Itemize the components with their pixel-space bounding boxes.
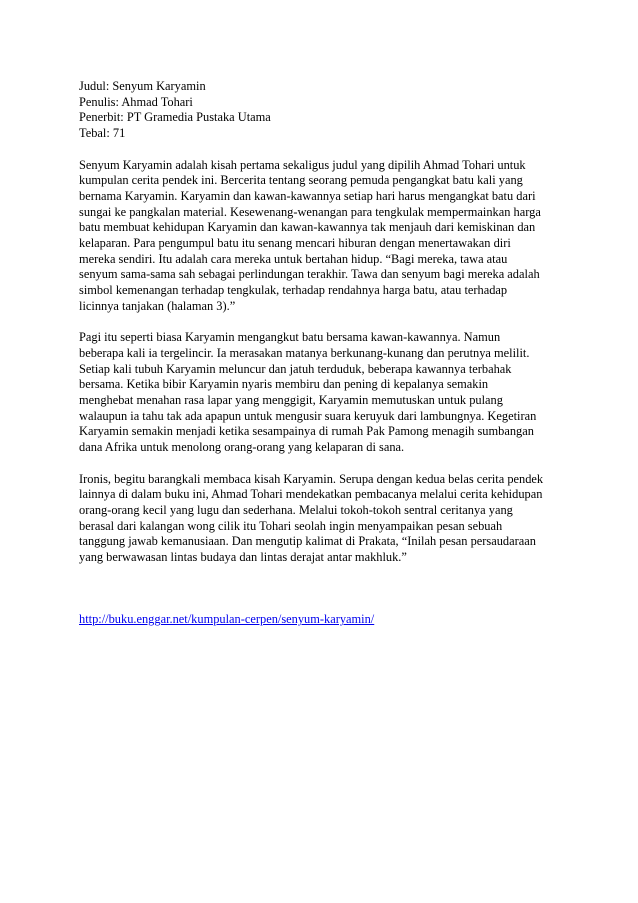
- paragraph-line: Setiap kali tubuh Karyamin meluncur dan jatuh terduduk, beberapa kawannya terbahak: [79, 361, 512, 376]
- paragraph: [79, 330, 569, 456]
- paragraph-line: kelaparan. Para pengumpul batu itu senang mencari hiburan dengan menertawakan diri: [79, 236, 511, 251]
- paragraph-line: orang-orang kecil yang lugu dan sederhana. Melalui tokoh-tokoh sentral ceritanya yang: [79, 502, 513, 517]
- paragraph-line: bernama Karyamin. Karyamin dan kawan-kawannya setiap hari harus mengangkat batu dari: [79, 188, 536, 203]
- paragraph-line: Karyamin semakin menjadi ketika sesampainya di rumah Pak Pamong menagih sumbangan: [79, 424, 534, 439]
- paragraph-line: licinnya tanjakan (halaman 3).”: [79, 298, 236, 313]
- paragraph-line: berasal dari kalangan wong cilik itu Tohari seolah ingin menyampaikan pesan sebuah: [79, 518, 503, 533]
- paragraph-line: mereka sendiri. Itu adalah cara mereka untuk bertahan hidup. “Bagi mereka, tawa atau: [79, 251, 508, 266]
- paragraph-line: Senyum Karyamin adalah kisah pertama sekaligus judul yang dipilih Ahmad Tohari untuk: [79, 157, 526, 172]
- paragraph-line: batu membuat kehidupan Karyamin dan kawan-kawannya tak menjauh dari kemiskinan dan: [79, 220, 536, 235]
- paragraph-line: Pagi itu seperti biasa Karyamin mengangkut batu bersama kawan-kawannya. Namun: [79, 330, 501, 345]
- book-title: Judul: Senyum Karyamin: [79, 79, 206, 93]
- paragraph-line: bersama. Ketika bibir Karyamin nyaris membiru dan pening di kepalanya semakin: [79, 377, 489, 392]
- paragraph-line: dana Afrika untuk menolong orang-orang yang kelaparan di sana.: [79, 440, 405, 455]
- paragraph-line: walaupun ia tahu tak ada apapun untuk mengusir suara keruyuk dari lambungnya. Kegetiran: [79, 408, 537, 423]
- document-page: [79, 79, 569, 628]
- paragraph-line: sungai ke pangkalan material. Kesewenang-wenangan para tengkulak mempermainkan harga: [79, 204, 541, 219]
- spacer: [79, 581, 569, 612]
- paragraph-line: yang berwawasan lintas budaya dan lintas derajat antar makhluk.”: [79, 550, 407, 565]
- book-metadata: [79, 79, 569, 142]
- paragraph-line: lainnya di dalam buku ini, Ahmad Tohari mendekatkan pembacanya melalui cerita kehidupan: [79, 487, 543, 502]
- book-publisher: Penerbit: PT Gramedia Pustaka Utama: [79, 110, 271, 125]
- book-pages: Tebal: 71: [79, 126, 126, 141]
- paragraph-line: tanggung jawab kemanusiaan. Dan mengutip kalimat di Prakata, “Inilah pesan persaudaraan: [79, 534, 536, 549]
- review-body: [79, 158, 569, 566]
- paragraph-line: menghebat menahan rasa lapar yang menggigit, Karyamin memutuskan untuk pulang: [79, 393, 503, 408]
- paragraph-line: simbol kemenangan terhadap tengkulak, terhadap rendahnya harga batu, atau terhadap: [79, 283, 508, 298]
- paragraph: [79, 158, 569, 315]
- book-author: Penulis: Ahmad Tohari: [79, 94, 193, 109]
- paragraph-line: senyum sama-sama sah sebagai perlindungan terakhir. Tawa dan senyum bagi mereka adalah: [79, 267, 540, 282]
- paragraph-line: Ironis, begitu barangkali membaca kisah Karyamin. Serupa dengan kedua belas cerita pendek: [79, 471, 544, 486]
- paragraph: [79, 472, 569, 566]
- source-link[interactable]: http://buku.enggar.net/kumpulan-cerpen/senyum-karyamin/: [79, 612, 375, 627]
- paragraph-line: kumpulan cerita pendek ini. Bercerita tentang seorang pemuda pengangkat batu kali yang: [79, 173, 523, 188]
- paragraph-line: beberapa kali ia tergelincir. Ia merasakan matanya berkunang-kunang dan perutnya melilit.: [79, 345, 530, 360]
